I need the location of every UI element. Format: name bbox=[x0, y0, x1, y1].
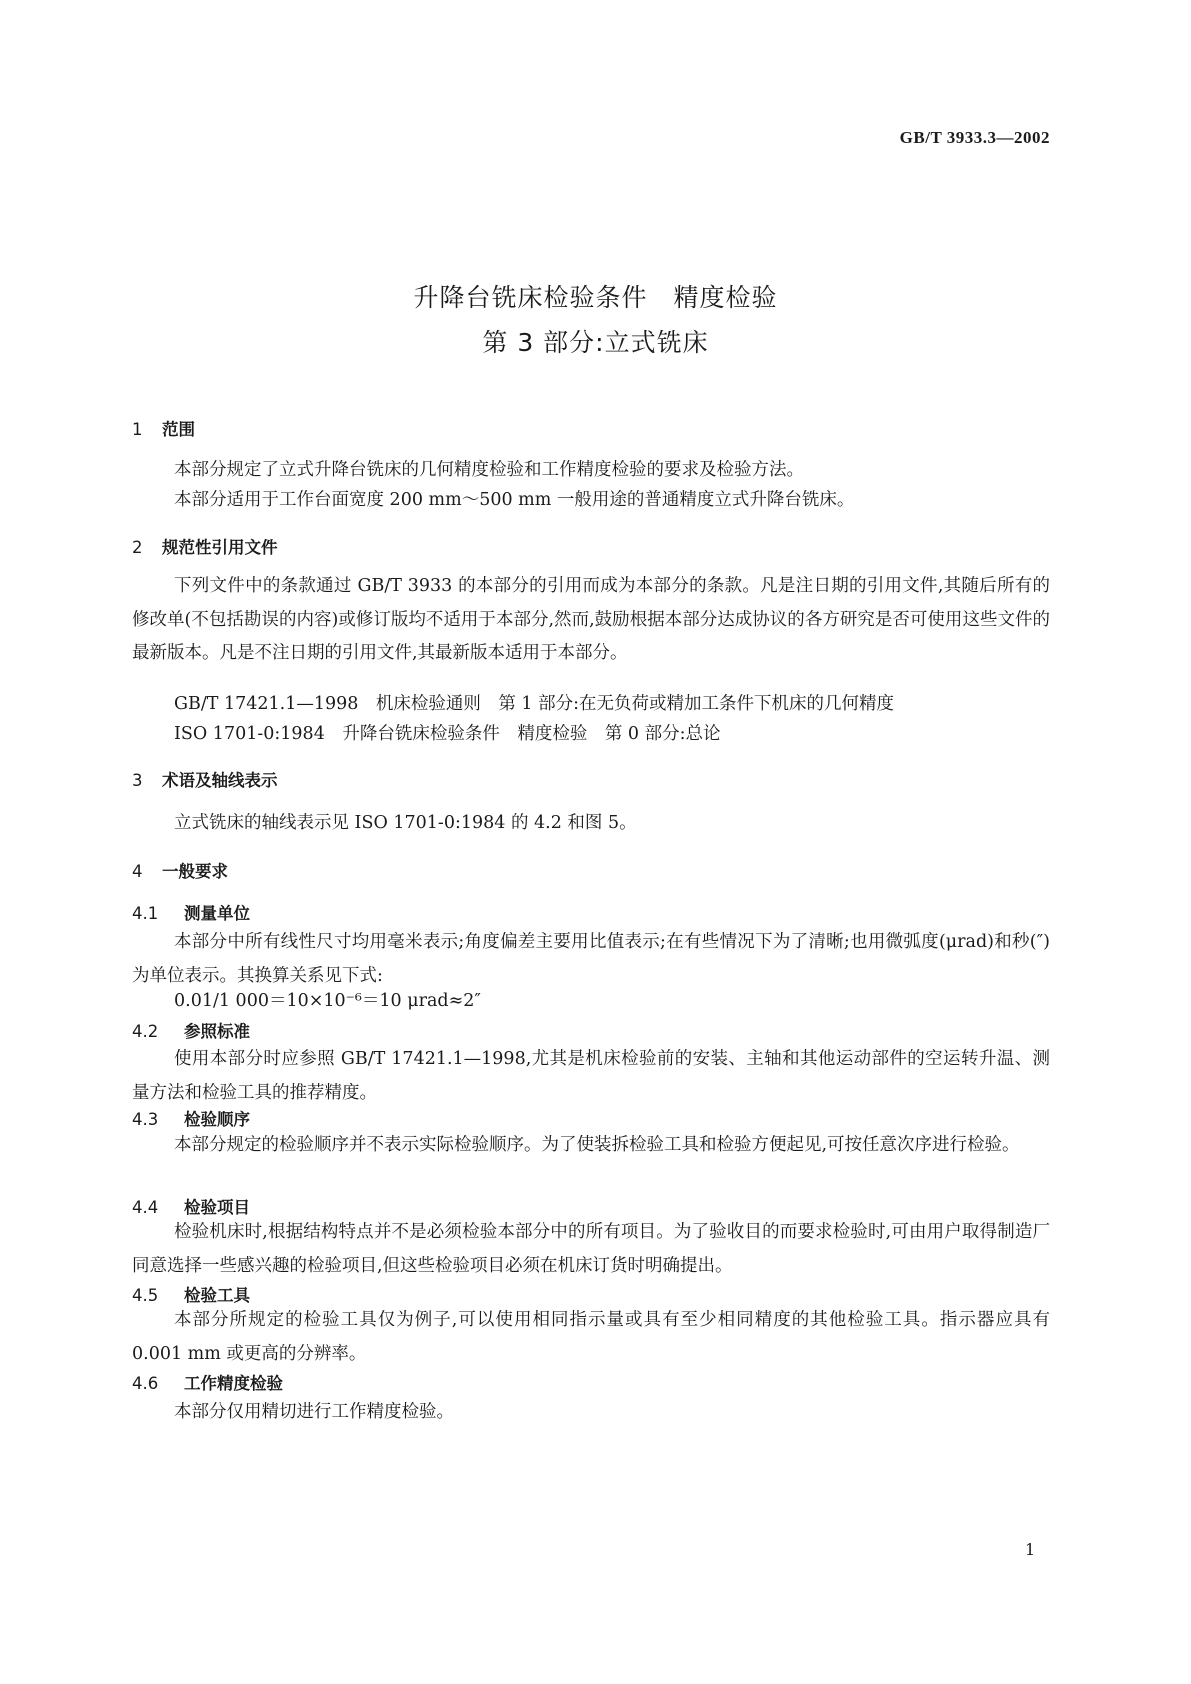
section-2-paragraph-1: 下列文件中的条款通过 GB/T 3933 的本部分的引用而成为本部分的条款。凡是注日期的引用文件,其随后所有的修改单(不包括勘误的内容)或修订版均不适用于本部分,然而,鼓励根据本部分达成协议的各方研究是否可使用这些文件的最新版本。凡是不注日期的引用文件,其最新版本适用于本部分。 bbox=[132, 576, 1050, 663]
section-4-heading bbox=[132, 858, 228, 882]
section-number: 3 bbox=[132, 771, 143, 790]
subsection-number: 4.5 bbox=[132, 1286, 159, 1305]
subsection-4-2-paragraph: 使用本部分时应参照 GB/T 17421.1—1998,尤其是机床检验前的安装、主轴和其他运动部件的空运转升温、测量方法和检验工具的推荐精度。 bbox=[132, 1049, 1050, 1103]
document-subtitle: 第 3 部分:立式铣床 bbox=[482, 328, 709, 357]
section-3-paragraph-1: 立式铣床的轴线表示见 ISO 1701-0:1984 的 4.2 和图 5。 bbox=[174, 813, 637, 833]
section-number: 2 bbox=[132, 538, 143, 557]
subsection-number: 4.1 bbox=[132, 904, 159, 923]
section-2-heading bbox=[132, 534, 278, 558]
subsection-title: 测量单位 bbox=[184, 904, 250, 923]
section-title: 术语及轴线表示 bbox=[162, 771, 278, 790]
subsection-title: 检验工具 bbox=[184, 1286, 250, 1305]
subsection-title: 检验项目 bbox=[184, 1198, 250, 1217]
conversion-formula: 0.01/1 000＝10×10⁻⁶＝10 μrad≈2″ bbox=[174, 991, 481, 1011]
subsection-4-4-heading bbox=[132, 1194, 250, 1218]
page-number: 1 bbox=[1025, 1540, 1036, 1559]
subsection-title: 检验顺序 bbox=[184, 1110, 250, 1129]
section-1-paragraph-2: 本部分适用于工作台面宽度 200 mm～500 mm 一般用途的普通精度立式升降台铣床。 bbox=[174, 490, 855, 510]
subsection-4-1-paragraph: 本部分中所有线性尺寸均用毫米表示;角度偏差主要用比值表示;在有些情况下为了清晰;也用微弧度(μrad)和秒(″)为单位表示。其换算关系见下式: bbox=[132, 932, 1050, 986]
subsection-4-2-heading bbox=[132, 1018, 250, 1042]
subsection-4-6-heading bbox=[132, 1370, 283, 1394]
subsection-4-6-paragraph: 本部分仅用精切进行工作精度检验。 bbox=[174, 1402, 454, 1422]
subsection-4-5-heading bbox=[132, 1282, 250, 1306]
section-1-heading bbox=[132, 416, 195, 440]
subsection-4-5-paragraph: 本部分所规定的检验工具仅为例子,可以使用相同指示量或具有至少相同精度的其他检验工具。指示器应具有 0.001 mm 或更高的分辨率。 bbox=[132, 1310, 1050, 1364]
subsection-4-3-heading bbox=[132, 1106, 250, 1130]
subsection-title: 参照标准 bbox=[184, 1022, 250, 1041]
subsection-4-1-heading bbox=[132, 900, 250, 924]
subsection-4-3-paragraph: 本部分规定的检验顺序并不表示实际检验顺序。为了使装拆检验工具和检验方便起见,可按任意次序进行检验。 bbox=[174, 1135, 1020, 1155]
subsection-number: 4.3 bbox=[132, 1110, 159, 1129]
section-number: 1 bbox=[132, 420, 143, 439]
subsection-title: 工作精度检验 bbox=[184, 1374, 283, 1393]
section-title: 规范性引用文件 bbox=[162, 538, 278, 557]
subsection-4-4-paragraph: 检验机床时,根据结构特点并不是必须检验本部分中的所有项目。为了验收目的而要求检验时,可由用户取得制造厂同意选择一些感兴趣的检验项目,但这些检验项目必须在机床订货时明确提出。 bbox=[132, 1222, 1050, 1276]
reference-item: ISO 1701-0:1984 升降台铣床检验条件 精度检验 第 0 部分:总论 bbox=[174, 724, 721, 744]
subsection-number: 4.4 bbox=[132, 1198, 159, 1217]
section-title: 范围 bbox=[162, 420, 195, 439]
document-title: 升降台铣床检验条件 精度检验 bbox=[413, 283, 778, 312]
subsection-number: 4.6 bbox=[132, 1374, 159, 1393]
section-1-paragraph-1: 本部分规定了立式升降台铣床的几何精度检验和工作精度检验的要求及检验方法。 bbox=[174, 460, 804, 480]
section-3-heading bbox=[132, 767, 278, 791]
section-title: 一般要求 bbox=[162, 862, 228, 881]
reference-item: GB/T 17421.1—1998 机床检验通则 第 1 部分:在无负荷或精加工条件下机床的几何精度 bbox=[174, 694, 895, 714]
standard-code: GB/T 3933.3—2002 bbox=[899, 128, 1050, 147]
subsection-number: 4.2 bbox=[132, 1022, 159, 1041]
section-number: 4 bbox=[132, 862, 143, 881]
